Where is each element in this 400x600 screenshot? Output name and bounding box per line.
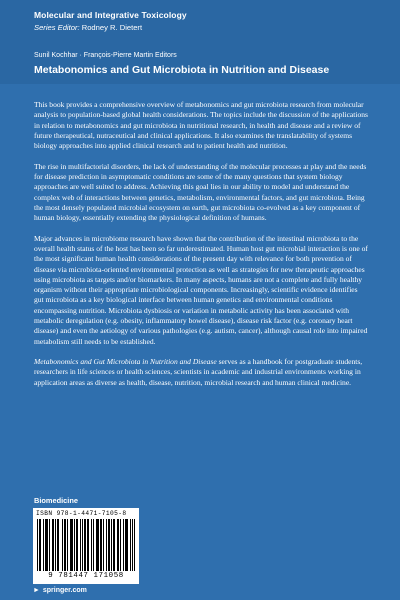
blurb (34, 100, 368, 388)
series-editor-prefix: Series Editor: (34, 23, 80, 32)
closing-text: serves as a handbook for postgraduate students, researchers in life sciences or health sciences, scientists in academic and industrial environments working in application areas as diverse as health, disease, nutrition, microbial research and human clinical medicine. (34, 357, 363, 387)
authors-names: Sunil Kochhar · François-Pierre Martin (34, 52, 154, 59)
arrow-icon: ► (33, 587, 40, 594)
barcode-digits: 9 781447 171058 (48, 572, 124, 580)
authors-suffix: Editors (155, 52, 177, 59)
publisher-url: springer.com (42, 587, 87, 594)
book-title: Metabonomics and Gut Microbiota in Nutrition and Disease (34, 64, 330, 76)
publisher-link[interactable] (33, 587, 87, 594)
subject-category: Biomedicine (34, 496, 78, 505)
book-authors (34, 52, 177, 59)
series-title: Molecular and Integrative Toxicology (34, 10, 187, 20)
blurb-paragraph-1: This book provides a comprehensive overview of metabonomics and gut microbiota research from molecular analysis to population-based global health considerations. The topics include the discussion of the applications in relation to metabonomics and gut microbiota in nutritional research, in health and disease and a review of future therapeutical, nutraceutical and clinical applications. It also examines the translatability of systems biology approaches into applied clinical research and to patient health and nutrition. (34, 100, 368, 151)
blurb-paragraph-4 (34, 357, 368, 388)
blurb-paragraph-3: Major advances in microbiome research have shown that the contribution of the intestinal microbiota to the overall health status of the host has been so far underestimated. Human host gut microbial interaction is one of the most significant human health considerations of the present day with relevance for both prevention of disease via microbiota-oriented environmental protection as well as strategies for new therapeutic approaches using microbiota as targets and/or biomarkers. In many aspects, humans are not a complete and fully healthy organism without their appropriate microbiological components. Increasingly, scientific evidence identifies gut microbiota as a key biological interface between human genetics and environmental conditions encompassing nutrition. Microbiota dysbiosis or variation in metabolic activity has been associated with metabolic deregulation (e.g. obesity, inflammatory bowel disease), disease risk factor (e.g. coronary heart disease) and even the aetiology of various pathologies (e.g. autism, cancer), although causal role into impaired metabolism still needs to be established. (34, 233, 368, 346)
barcode (33, 508, 139, 584)
series-editor-name: Rodney R. Dietert (81, 23, 143, 32)
barcode-bars (37, 519, 135, 571)
series-editor (34, 23, 142, 32)
isbn-label: ISBN 978-1-4471-7105-8 (36, 510, 127, 517)
closing-book-title: Metabonomics and Gut Microbiota in Nutrition and Disease (34, 357, 217, 367)
blurb-paragraph-2: The rise in multifactorial disorders, the lack of understanding of the molecular processes at play and the needs for disease prediction in asymptomatic conditions are some of the many questions that system biology approaches are well suited to address. Achieving this goal lies in our ability to model and understand the complex web of interactions between genetics, metabolism, environmental factors, and gut microbiota. Being the most densely populated microbial ecosystem on earth, gut microbiota co-evolved as a key component of human biology, essentially extending the physiological definition of humans. (34, 161, 367, 223)
